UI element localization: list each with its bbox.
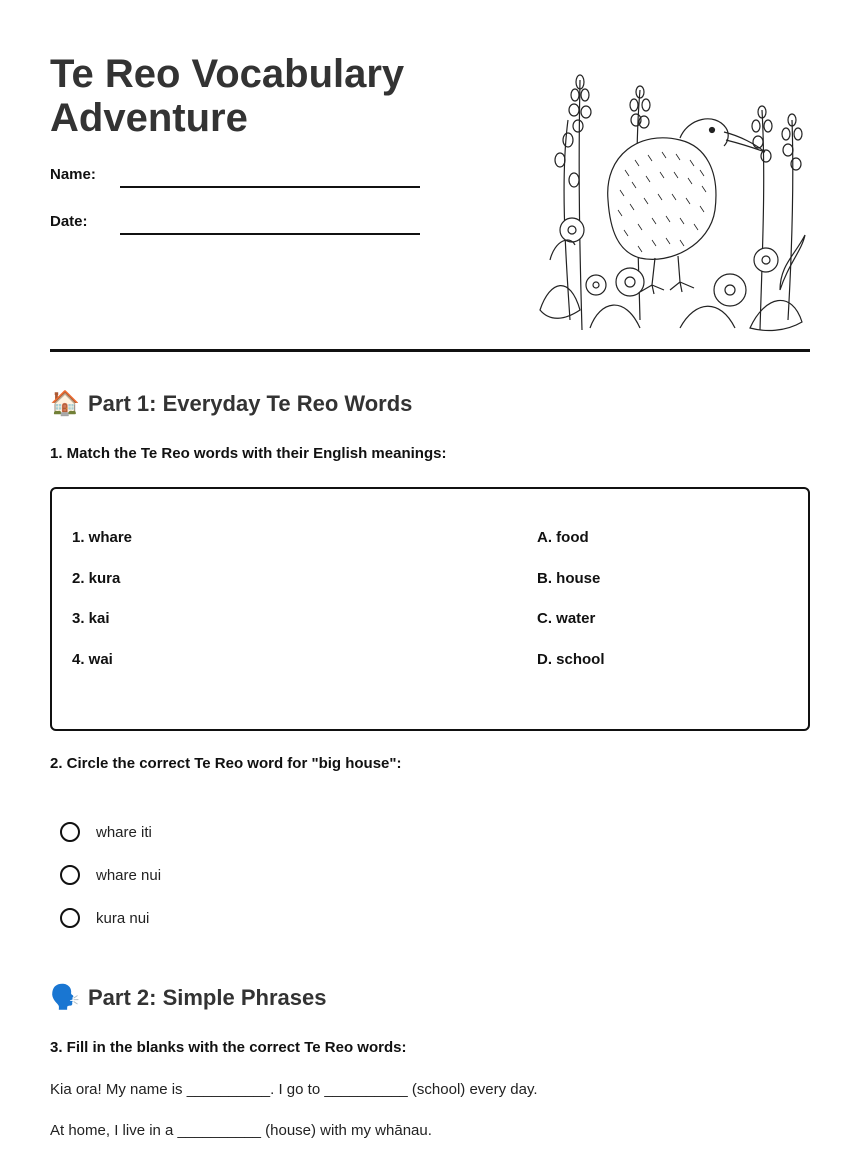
- title-line-1: Te Reo Vocabulary: [50, 52, 405, 96]
- option-item[interactable]: [60, 908, 149, 928]
- matching-box: [50, 487, 810, 731]
- match-right-item[interactable]: D. school: [537, 651, 605, 668]
- date-label: Date:: [50, 213, 88, 230]
- match-left-item[interactable]: 3. kai: [72, 610, 110, 627]
- house-icon: 🏠: [50, 390, 80, 417]
- match-left-item[interactable]: 4. wai: [72, 651, 113, 668]
- match-right-item[interactable]: A. food: [537, 529, 589, 546]
- speaking-head-icon: 🗣️: [50, 984, 80, 1011]
- radio-circle[interactable]: [60, 865, 80, 885]
- fill-sentence-1[interactable]: Kia ora! My name is __________. I go to __________ (school) every day.: [50, 1081, 538, 1098]
- part1-heading: [50, 389, 412, 418]
- kiwi-bird-with-flowers-icon: [530, 60, 810, 335]
- header-divider: [50, 349, 810, 352]
- name-label: Name:: [50, 166, 96, 183]
- name-field[interactable]: [120, 186, 420, 188]
- date-field[interactable]: [120, 233, 420, 235]
- part2-heading: [50, 983, 326, 1012]
- fill-sentence-2[interactable]: At home, I live in a __________ (house) with my whānau.: [50, 1122, 432, 1139]
- option-item[interactable]: [60, 822, 152, 842]
- radio-circle[interactable]: [60, 822, 80, 842]
- option-label: kura nui: [96, 909, 150, 927]
- question-1: 1. Match the Te Reo words with their English meanings:: [50, 445, 447, 462]
- radio-circle[interactable]: [60, 908, 80, 928]
- option-label: whare nui: [96, 866, 162, 884]
- question-3: 3. Fill in the blanks with the correct Te Reo words:: [50, 1039, 407, 1056]
- option-item[interactable]: [60, 865, 161, 885]
- question-2: 2. Circle the correct Te Reo word for "big house":: [50, 755, 402, 772]
- part2-title: Part 2: Simple Phrases: [88, 984, 327, 1010]
- option-label: whare iti: [96, 823, 152, 841]
- worksheet-title: [50, 52, 470, 140]
- match-right-item[interactable]: B. house: [537, 570, 601, 587]
- title-line-2: Adventure: [50, 96, 248, 140]
- match-right-item[interactable]: C. water: [537, 610, 596, 627]
- match-left-item[interactable]: 1. whare: [72, 529, 133, 546]
- part1-title: Part 1: Everyday Te Reo Words: [88, 390, 413, 416]
- match-left-item[interactable]: 2. kura: [72, 570, 121, 587]
